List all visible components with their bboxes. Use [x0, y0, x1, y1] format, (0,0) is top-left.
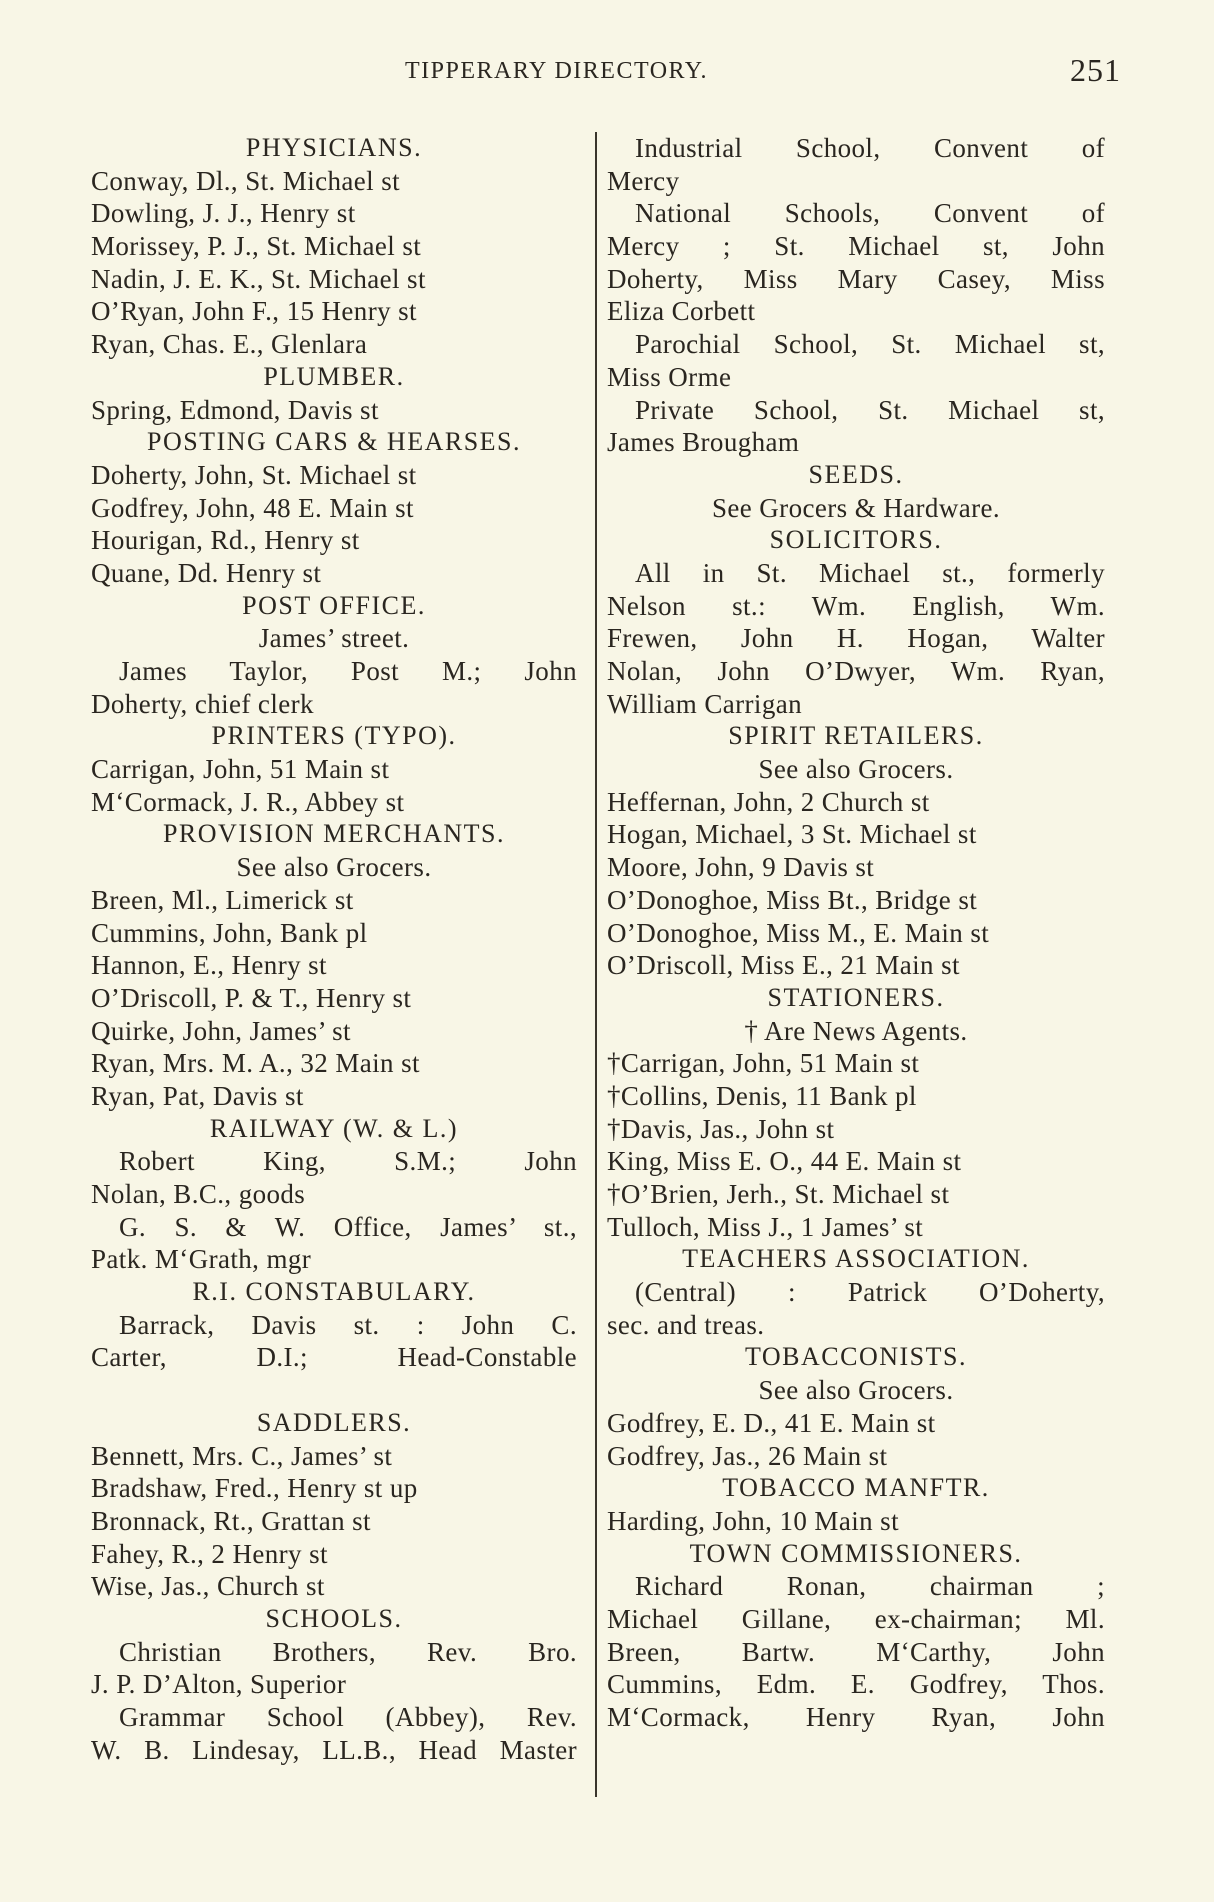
running-head-title: TIPPERARY DIRECTORY.	[405, 58, 708, 84]
directory-entry-line: Godfrey, Jas., 26 Main st	[607, 1440, 888, 1471]
section-heading: POSTING CARS & HEARSES.	[146, 427, 521, 457]
directory-entry-line: Mercy	[607, 165, 680, 196]
directory-entry-line: Conway, Dl., St. Michael st	[91, 165, 401, 196]
directory-entry-line: Frewen, John H. Hogan, Walter	[607, 623, 1105, 654]
directory-entry-line: G. S. & W. Office, James’ st.,	[119, 1211, 577, 1242]
directory-entry-line: Tulloch, Miss J., 1 James’ st	[607, 1211, 924, 1242]
section-heading: POST OFFICE.	[242, 590, 426, 620]
directory-entry-line: Morissey, P. J., St. Michael st	[91, 231, 422, 262]
section-heading: SOLICITORS.	[769, 525, 943, 555]
section-note: See Grocers & Hardware.	[711, 492, 1001, 523]
directory-entry-line: Heffernan, John, 2 Church st	[607, 786, 930, 817]
section-note: † Are News Agents.	[744, 1015, 968, 1046]
directory-entry-line: King, Miss E. O., 44 E. Main st	[607, 1146, 962, 1177]
directory-entry-line: Nelson st.: Wm. English, Wm.	[607, 590, 1105, 621]
directory-entry-line: Richard Ronan, chairman ;	[635, 1571, 1105, 1602]
directory-entry-line: Private School, St. Michael st,	[635, 394, 1105, 425]
directory-entry-line: Bennett, Mrs. C., James’ st	[91, 1440, 393, 1471]
section-heading: PROVISION MERCHANTS.	[162, 819, 506, 849]
directory-entry-line: Bronnack, Rt., Grattan st	[91, 1505, 371, 1536]
directory-entry-line: Moore, John, 9 Davis st	[607, 852, 875, 883]
directory-entry-line: Spring, Edmond, Davis st	[91, 394, 379, 425]
directory-entry-line: Grammar School (Abbey), Rev.	[119, 1702, 577, 1732]
section-heading: TOWN COMMISSIONERS.	[689, 1538, 1023, 1568]
directory-entry-line: Mercy ; St. Michael st, John	[607, 231, 1105, 262]
section-heading: PLUMBER.	[263, 361, 405, 391]
directory-entry-line: William Carrigan	[607, 688, 803, 719]
directory-entry-line: Godfrey, E. D., 41 E. Main st	[607, 1407, 936, 1438]
directory-entry-line: Hannon, E., Henry st	[91, 950, 327, 981]
column-divider	[595, 132, 597, 1797]
directory-entry-line: Quirke, John, James’ st	[91, 1015, 351, 1046]
directory-entry-line: (Central) : Patrick O’Doherty,	[635, 1277, 1105, 1308]
directory-entry-line: J. P. D’Alton, Superior	[91, 1669, 347, 1700]
section-heading: SADDLERS.	[256, 1407, 412, 1437]
directory-entry-line: Industrial School, Convent of	[635, 133, 1105, 163]
directory-entry-line: James Brougham	[607, 427, 800, 458]
directory-entry-line: Parochial School, St. Michael st,	[635, 329, 1105, 360]
directory-entry-line: Harding, John, 10 Main st	[607, 1505, 899, 1536]
directory-entry-line: O’Donoghoe, Miss Bt., Bridge st	[607, 884, 978, 915]
directory-entry-line: Doherty, Miss Mary Casey, Miss	[607, 263, 1105, 294]
directory-entry-line: Wise, Jas., Church st	[91, 1571, 325, 1602]
directory-entry-line: Patk. M‘Grath, mgr	[91, 1244, 312, 1275]
directory-entry-line: Miss Orme	[607, 361, 732, 392]
directory-entry-line: All in St. Michael st., formerly	[635, 557, 1105, 588]
section-heading: SCHOOLS.	[265, 1603, 403, 1633]
directory-entry-line: Fahey, R., 2 Henry st	[91, 1538, 328, 1569]
directory-entry-line: Nolan, B.C., goods	[91, 1179, 306, 1209]
directory-entry-line: National Schools, Convent of	[635, 198, 1105, 229]
running-head	[0, 52, 1214, 92]
directory-entry-line: †Collins, Denis, 11 Bank pl	[607, 1080, 917, 1111]
directory-entry-line: Hourigan, Rd., Henry st	[91, 525, 360, 556]
directory-entry-line: Carrigan, John, 51 Main st	[91, 754, 390, 785]
directory-entry-line: Godfrey, John, 48 E. Main st	[91, 492, 414, 523]
directory-entry-line: Breen, Bartw. M‘Carthy, John	[607, 1636, 1105, 1667]
section-note: James’ street.	[258, 623, 410, 654]
section-heading: SPIRIT RETAILERS.	[728, 721, 984, 751]
left-column	[91, 132, 577, 1766]
directory-entry-line: Eliza Corbett	[607, 296, 756, 327]
directory-entry-line: James Taylor, Post M.; John	[119, 656, 577, 686]
section-heading: TOBACCONISTS.	[744, 1342, 967, 1372]
directory-entry-line: Barrack, Davis st. : John C.	[119, 1309, 577, 1340]
directory-entry-line: Ryan, Mrs. M. A., 32 Main st	[91, 1048, 420, 1079]
directory-entry-line: Breen, Ml., Limerick st	[91, 884, 354, 915]
directory-entry-line: O’Ryan, John F., 15 Henry st	[91, 296, 417, 327]
directory-entry-line: sec. and treas.	[607, 1309, 765, 1340]
directory-entry-line: Quane, Dd. Henry st	[91, 557, 322, 588]
section-note: See also Grocers.	[236, 852, 432, 883]
directory-entry-line: O’Driscoll, P. & T., Henry st	[91, 982, 412, 1013]
directory-entry-line: Cummins, John, Bank pl	[91, 917, 368, 948]
section-note: See also Grocers.	[758, 1375, 954, 1406]
directory-entry-line: Ryan, Pat, Davis st	[91, 1080, 304, 1111]
section-note: See also Grocers.	[758, 754, 954, 785]
directory-entry-line: Michael Gillane, ex-chairman; Ml.	[607, 1603, 1105, 1634]
page-number: 251	[1070, 52, 1121, 88]
directory-entry-line: Ryan, Chas. E., Glenlara	[91, 329, 368, 360]
directory-entry-line: M‘Cormack, J. R., Abbey st	[91, 786, 405, 817]
directory-entry-line: Hogan, Michael, 3 St. Michael st	[607, 819, 977, 850]
section-heading: PRINTERS (TYPO).	[211, 721, 457, 751]
directory-entry-line: Doherty, John, St. Michael st	[91, 459, 417, 490]
directory-entry-line: Nolan, John O’Dwyer, Wm. Ryan,	[607, 656, 1105, 686]
directory-entry-line: Dowling, J. J., Henry st	[91, 198, 356, 229]
directory-entry-line: O’Donoghoe, Miss M., E. Main st	[607, 917, 990, 948]
directory-entry-line: M‘Cormack, Henry Ryan, John	[607, 1702, 1105, 1732]
section-heading: STATIONERS.	[767, 982, 945, 1012]
directory-entry-line: Nadin, J. E. K., St. Michael st	[91, 263, 426, 294]
directory-entry-line: Robert King, S.M.; John	[119, 1146, 577, 1177]
directory-entry-line: †Davis, Jas., John st	[607, 1113, 835, 1144]
directory-entry-line: O’Driscoll, Miss E., 21 Main st	[607, 950, 960, 981]
section-heading: SEEDS.	[808, 459, 904, 489]
blank-line	[91, 1374, 577, 1407]
directory-entry-line: Cummins, Edm. E. Godfrey, Thos.	[607, 1669, 1105, 1700]
section-heading: RAILWAY (W. & L.)	[209, 1113, 459, 1143]
directory-entry-line: †O’Brien, Jerh., St. Michael st	[607, 1179, 950, 1209]
directory-entry-line: Carter, D.I.; Head-Constable	[91, 1342, 577, 1373]
directory-entry-line: Christian Brothers, Rev. Bro.	[119, 1636, 577, 1667]
section-heading: TOBACCO MANFTR.	[722, 1473, 990, 1503]
right-column	[607, 132, 1105, 1734]
section-heading: PHYSICIANS.	[245, 133, 423, 162]
directory-entry-line: Bradshaw, Fred., Henry st up	[91, 1473, 418, 1504]
directory-entry-line: Doherty, chief clerk	[91, 688, 314, 719]
section-heading: TEACHERS ASSOCIATION.	[682, 1244, 1030, 1274]
directory-entry-line: W. B. Lindesay, LL.B., Head Master	[91, 1734, 577, 1765]
directory-entry-line: †Carrigan, John, 51 Main st	[607, 1048, 920, 1079]
section-heading: R.I. CONSTABULARY.	[192, 1277, 476, 1307]
